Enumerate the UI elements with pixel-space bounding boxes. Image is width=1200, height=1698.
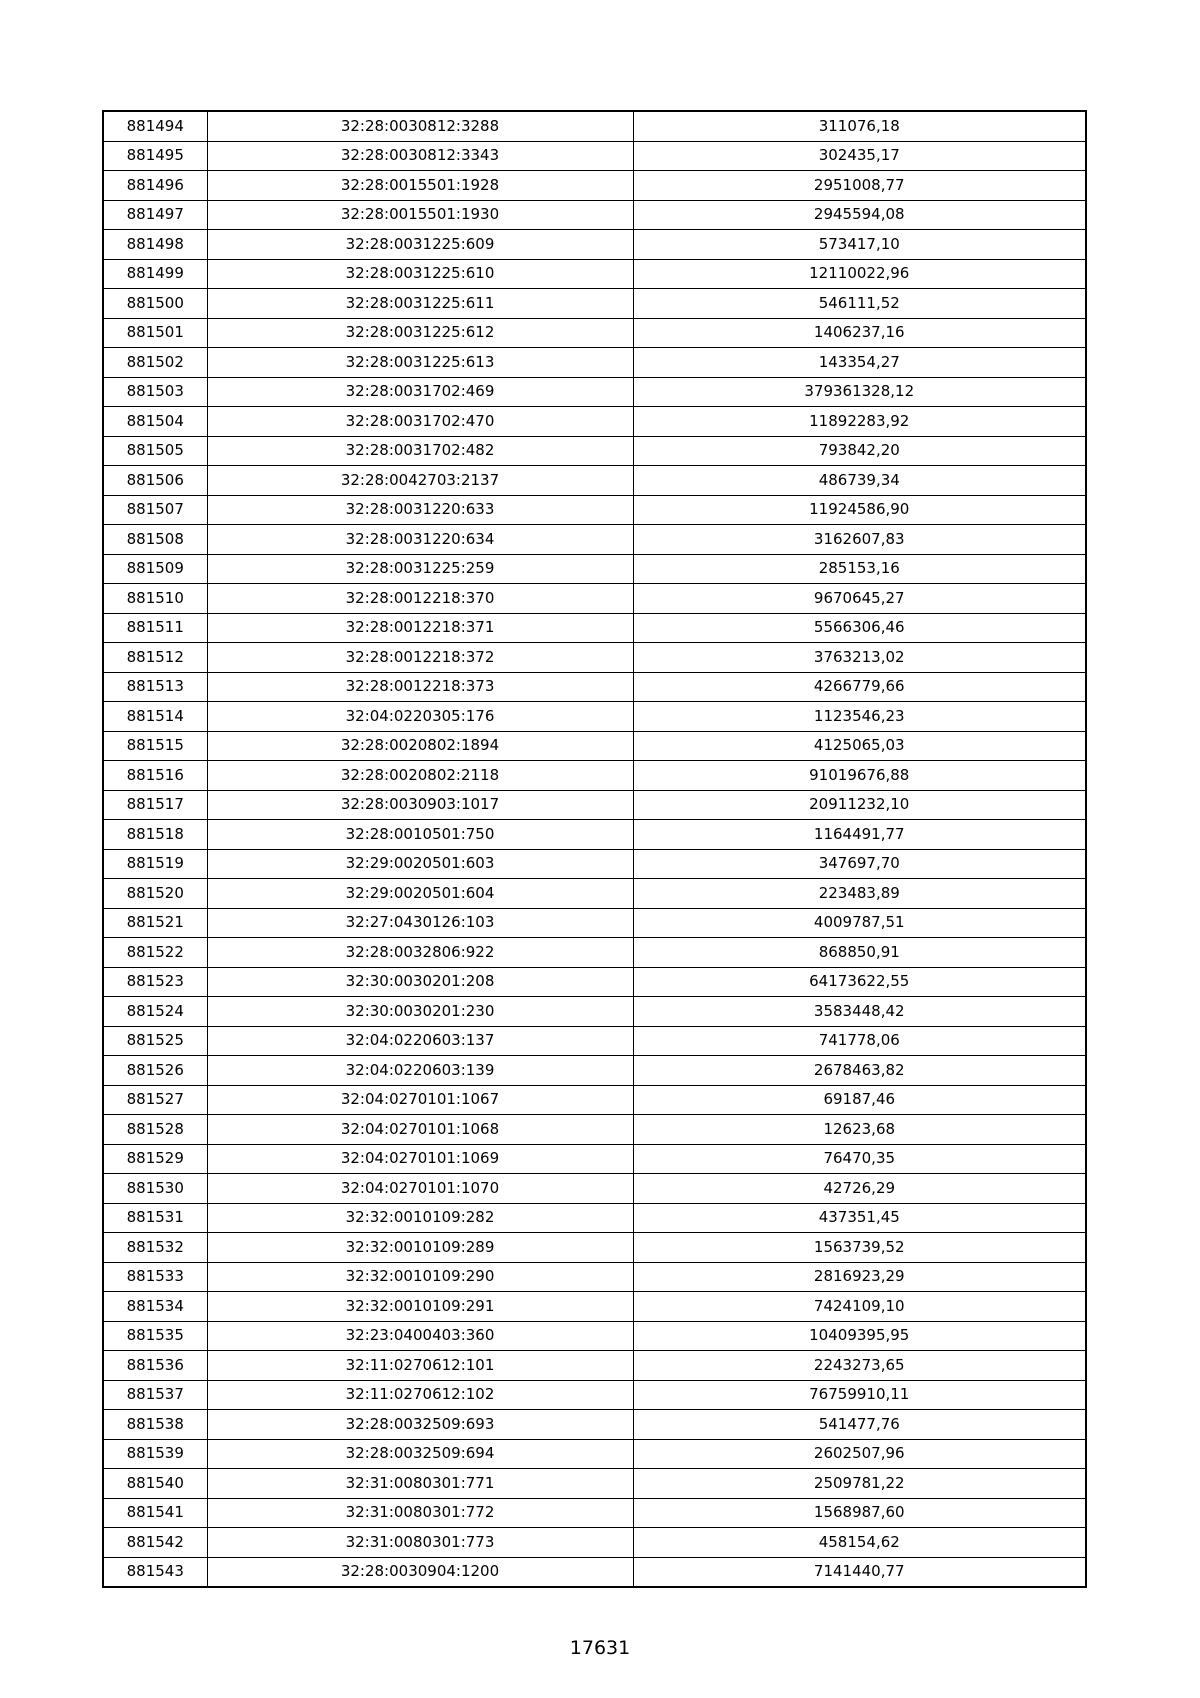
row-number-cell: 881536 — [103, 1351, 207, 1381]
table-row — [103, 790, 1086, 820]
cadastral-value-cell: 2951008,77 — [633, 171, 1086, 201]
row-number-cell: 881520 — [103, 879, 207, 909]
cadastral-number-cell: 32:28:0012218:372 — [207, 643, 633, 673]
cadastral-value-cell: 2602507,96 — [633, 1439, 1086, 1469]
cadastral-value-cell: 868850,91 — [633, 938, 1086, 968]
cadastral-value-cell: 1164491,77 — [633, 820, 1086, 850]
cadastral-number-cell: 32:28:0032509:694 — [207, 1439, 633, 1469]
row-number-cell: 881523 — [103, 967, 207, 997]
cadastral-value-cell: 91019676,88 — [633, 761, 1086, 791]
cadastral-value-cell: 2945594,08 — [633, 200, 1086, 230]
cadastral-value-cell: 69187,46 — [633, 1085, 1086, 1115]
row-number-cell: 881537 — [103, 1380, 207, 1410]
row-number-cell: 881543 — [103, 1557, 207, 1587]
cadastral-value-cell: 11924586,90 — [633, 495, 1086, 525]
cadastral-number-cell: 32:31:0080301:771 — [207, 1469, 633, 1499]
row-number-cell: 881514 — [103, 702, 207, 732]
cadastral-number-cell: 32:28:0031225:613 — [207, 348, 633, 378]
table-row — [103, 938, 1086, 968]
row-number-cell: 881534 — [103, 1292, 207, 1322]
table-row — [103, 672, 1086, 702]
table-row — [103, 525, 1086, 555]
table-row — [103, 466, 1086, 496]
cadastral-value-cell: 2243273,65 — [633, 1351, 1086, 1381]
table-row — [103, 1292, 1086, 1322]
row-number-cell: 881539 — [103, 1439, 207, 1469]
cadastral-value-cell: 311076,18 — [633, 111, 1086, 141]
table-row — [103, 259, 1086, 289]
row-number-cell: 881496 — [103, 171, 207, 201]
cadastral-number-cell: 32:28:0042703:2137 — [207, 466, 633, 496]
cadastral-number-cell: 32:23:0400403:360 — [207, 1321, 633, 1351]
cadastral-number-cell: 32:30:0030201:208 — [207, 967, 633, 997]
cadastral-value-cell: 573417,10 — [633, 230, 1086, 260]
table-row — [103, 1085, 1086, 1115]
cadastral-number-cell: 32:28:0031225:612 — [207, 318, 633, 348]
cadastral-number-cell: 32:31:0080301:772 — [207, 1498, 633, 1528]
table-body — [103, 111, 1086, 1587]
table-row — [103, 171, 1086, 201]
cadastral-value-cell: 7141440,77 — [633, 1557, 1086, 1587]
cadastral-number-cell: 32:04:0270101:1067 — [207, 1085, 633, 1115]
cadastral-number-cell: 32:29:0020501:603 — [207, 849, 633, 879]
row-number-cell: 881497 — [103, 200, 207, 230]
row-number-cell: 881507 — [103, 495, 207, 525]
cadastral-value-cell: 76470,35 — [633, 1144, 1086, 1174]
cadastral-value-cell: 541477,76 — [633, 1410, 1086, 1440]
cadastral-value-cell: 2678463,82 — [633, 1056, 1086, 1086]
table-row — [103, 1262, 1086, 1292]
row-number-cell: 881518 — [103, 820, 207, 850]
cadastral-value-cell: 1563739,52 — [633, 1233, 1086, 1263]
cadastral-number-cell: 32:32:0010109:282 — [207, 1203, 633, 1233]
table-row — [103, 908, 1086, 938]
table-row — [103, 1498, 1086, 1528]
cadastral-number-cell: 32:28:0031225:609 — [207, 230, 633, 260]
row-number-cell: 881525 — [103, 1026, 207, 1056]
cadastral-value-cell: 4009787,51 — [633, 908, 1086, 938]
cadastral-number-cell: 32:30:0030201:230 — [207, 997, 633, 1027]
row-number-cell: 881505 — [103, 436, 207, 466]
table-row — [103, 1380, 1086, 1410]
row-number-cell: 881511 — [103, 613, 207, 643]
cadastral-value-cell: 76759910,11 — [633, 1380, 1086, 1410]
cadastral-number-cell: 32:28:0031702:482 — [207, 436, 633, 466]
table-row — [103, 1321, 1086, 1351]
cadastral-number-cell: 32:28:0012218:371 — [207, 613, 633, 643]
cadastral-value-cell: 4125065,03 — [633, 731, 1086, 761]
table-row — [103, 1469, 1086, 1499]
table-row — [103, 613, 1086, 643]
cadastral-number-cell: 32:04:0270101:1068 — [207, 1115, 633, 1145]
cadastral-value-cell: 347697,70 — [633, 849, 1086, 879]
cadastral-value-cell: 741778,06 — [633, 1026, 1086, 1056]
table-row — [103, 879, 1086, 909]
row-number-cell: 881498 — [103, 230, 207, 260]
cadastral-number-cell: 32:04:0220603:137 — [207, 1026, 633, 1056]
cadastral-number-cell: 32:28:0031225:610 — [207, 259, 633, 289]
cadastral-value-cell: 4266779,66 — [633, 672, 1086, 702]
row-number-cell: 881509 — [103, 554, 207, 584]
row-number-cell: 881515 — [103, 731, 207, 761]
cadastral-value-cell: 223483,89 — [633, 879, 1086, 909]
row-number-cell: 881494 — [103, 111, 207, 141]
cadastral-value-cell: 2509781,22 — [633, 1469, 1086, 1499]
table-row — [103, 436, 1086, 466]
cadastral-number-cell: 32:28:0020802:2118 — [207, 761, 633, 791]
row-number-cell: 881517 — [103, 790, 207, 820]
row-number-cell: 881499 — [103, 259, 207, 289]
cadastral-number-cell: 32:28:0031220:634 — [207, 525, 633, 555]
row-number-cell: 881532 — [103, 1233, 207, 1263]
cadastral-value-table — [102, 110, 1087, 1588]
row-number-cell: 881504 — [103, 407, 207, 437]
cadastral-number-cell: 32:28:0015501:1928 — [207, 171, 633, 201]
cadastral-value-cell: 3583448,42 — [633, 997, 1086, 1027]
cadastral-value-cell: 458154,62 — [633, 1528, 1086, 1558]
cadastral-number-cell: 32:28:0012218:373 — [207, 672, 633, 702]
cadastral-value-cell: 486739,34 — [633, 466, 1086, 496]
cadastral-value-cell: 12110022,96 — [633, 259, 1086, 289]
table-row — [103, 1026, 1086, 1056]
cadastral-number-cell: 32:04:0220305:176 — [207, 702, 633, 732]
row-number-cell: 881513 — [103, 672, 207, 702]
row-number-cell: 881529 — [103, 1144, 207, 1174]
cadastral-number-cell: 32:11:0270612:102 — [207, 1380, 633, 1410]
row-number-cell: 881542 — [103, 1528, 207, 1558]
row-number-cell: 881506 — [103, 466, 207, 496]
row-number-cell: 881503 — [103, 377, 207, 407]
cadastral-number-cell: 32:28:0031702:469 — [207, 377, 633, 407]
row-number-cell: 881526 — [103, 1056, 207, 1086]
row-number-cell: 881500 — [103, 289, 207, 319]
cadastral-value-cell: 10409395,95 — [633, 1321, 1086, 1351]
row-number-cell: 881531 — [103, 1203, 207, 1233]
row-number-cell: 881508 — [103, 525, 207, 555]
cadastral-value-cell: 64173622,55 — [633, 967, 1086, 997]
row-number-cell: 881528 — [103, 1115, 207, 1145]
table-row — [103, 702, 1086, 732]
table-row — [103, 407, 1086, 437]
cadastral-number-cell: 32:32:0010109:289 — [207, 1233, 633, 1263]
row-number-cell: 881510 — [103, 584, 207, 614]
table-row — [103, 1557, 1086, 1587]
row-number-cell: 881535 — [103, 1321, 207, 1351]
cadastral-value-cell: 11892283,92 — [633, 407, 1086, 437]
table-row — [103, 643, 1086, 673]
cadastral-value-cell: 20911232,10 — [633, 790, 1086, 820]
cadastral-value-cell: 302435,17 — [633, 141, 1086, 171]
row-number-cell: 881538 — [103, 1410, 207, 1440]
cadastral-number-cell: 32:04:0220603:139 — [207, 1056, 633, 1086]
cadastral-number-cell: 32:31:0080301:773 — [207, 1528, 633, 1558]
table-row — [103, 820, 1086, 850]
row-number-cell: 881524 — [103, 997, 207, 1027]
table-row — [103, 761, 1086, 791]
table-row — [103, 1174, 1086, 1204]
cadastral-value-cell: 143354,27 — [633, 348, 1086, 378]
cadastral-number-cell: 32:28:0030812:3343 — [207, 141, 633, 171]
cadastral-number-cell: 32:28:0031225:611 — [207, 289, 633, 319]
cadastral-value-cell: 1568987,60 — [633, 1498, 1086, 1528]
row-number-cell: 881495 — [103, 141, 207, 171]
cadastral-value-cell: 2816923,29 — [633, 1262, 1086, 1292]
cadastral-value-cell: 7424109,10 — [633, 1292, 1086, 1322]
cadastral-number-cell: 32:32:0010109:290 — [207, 1262, 633, 1292]
row-number-cell: 881519 — [103, 849, 207, 879]
cadastral-number-cell: 32:28:0030903:1017 — [207, 790, 633, 820]
row-number-cell: 881521 — [103, 908, 207, 938]
row-number-cell: 881530 — [103, 1174, 207, 1204]
row-number-cell: 881516 — [103, 761, 207, 791]
cadastral-number-cell: 32:28:0015501:1930 — [207, 200, 633, 230]
cadastral-number-cell: 32:28:0030904:1200 — [207, 1557, 633, 1587]
table-row — [103, 495, 1086, 525]
row-number-cell: 881541 — [103, 1498, 207, 1528]
cadastral-number-cell: 32:28:0030812:3288 — [207, 111, 633, 141]
cadastral-number-cell: 32:28:0010501:750 — [207, 820, 633, 850]
cadastral-value-cell: 9670645,27 — [633, 584, 1086, 614]
cadastral-value-cell: 546111,52 — [633, 289, 1086, 319]
row-number-cell: 881512 — [103, 643, 207, 673]
row-number-cell: 881527 — [103, 1085, 207, 1115]
cadastral-number-cell: 32:04:0270101:1070 — [207, 1174, 633, 1204]
cadastral-value-cell: 5566306,46 — [633, 613, 1086, 643]
table-row — [103, 1115, 1086, 1145]
cadastral-value-cell: 1406237,16 — [633, 318, 1086, 348]
table-row — [103, 1410, 1086, 1440]
row-number-cell: 881501 — [103, 318, 207, 348]
table-row — [103, 348, 1086, 378]
table-row — [103, 1351, 1086, 1381]
table-row — [103, 1144, 1086, 1174]
cadastral-number-cell: 32:28:0031702:470 — [207, 407, 633, 437]
table-row — [103, 377, 1086, 407]
cadastral-value-cell: 42726,29 — [633, 1174, 1086, 1204]
cadastral-value-cell: 379361328,12 — [633, 377, 1086, 407]
table-row — [103, 967, 1086, 997]
table-row — [103, 997, 1086, 1027]
table-row — [103, 1439, 1086, 1469]
table-row — [103, 1528, 1086, 1558]
table-row — [103, 731, 1086, 761]
row-number-cell: 881533 — [103, 1262, 207, 1292]
cadastral-number-cell: 32:04:0270101:1069 — [207, 1144, 633, 1174]
table-row — [103, 554, 1086, 584]
table-row — [103, 289, 1086, 319]
cadastral-value-cell: 793842,20 — [633, 436, 1086, 466]
table-row — [103, 584, 1086, 614]
table-row — [103, 1056, 1086, 1086]
cadastral-number-cell: 32:28:0031220:633 — [207, 495, 633, 525]
cadastral-value-cell: 285153,16 — [633, 554, 1086, 584]
table-row — [103, 141, 1086, 171]
cadastral-value-cell: 1123546,23 — [633, 702, 1086, 732]
cadastral-value-cell: 3162607,83 — [633, 525, 1086, 555]
cadastral-value-cell: 437351,45 — [633, 1203, 1086, 1233]
table-row — [103, 1233, 1086, 1263]
table-row — [103, 849, 1086, 879]
cadastral-number-cell: 32:28:0032806:922 — [207, 938, 633, 968]
cadastral-number-cell: 32:29:0020501:604 — [207, 879, 633, 909]
table-row — [103, 1203, 1086, 1233]
cadastral-number-cell: 32:32:0010109:291 — [207, 1292, 633, 1322]
row-number-cell: 881540 — [103, 1469, 207, 1499]
table-row — [103, 111, 1086, 141]
cadastral-value-cell: 3763213,02 — [633, 643, 1086, 673]
cadastral-value-cell: 12623,68 — [633, 1115, 1086, 1145]
table-row — [103, 230, 1086, 260]
row-number-cell: 881522 — [103, 938, 207, 968]
cadastral-number-cell: 32:28:0020802:1894 — [207, 731, 633, 761]
table-row — [103, 200, 1086, 230]
cadastral-number-cell: 32:28:0012218:370 — [207, 584, 633, 614]
cadastral-number-cell: 32:28:0032509:693 — [207, 1410, 633, 1440]
page-number: 17631 — [569, 1637, 631, 1659]
cadastral-number-cell: 32:11:0270612:101 — [207, 1351, 633, 1381]
cadastral-number-cell: 32:27:0430126:103 — [207, 908, 633, 938]
row-number-cell: 881502 — [103, 348, 207, 378]
table-row — [103, 318, 1086, 348]
cadastral-number-cell: 32:28:0031225:259 — [207, 554, 633, 584]
